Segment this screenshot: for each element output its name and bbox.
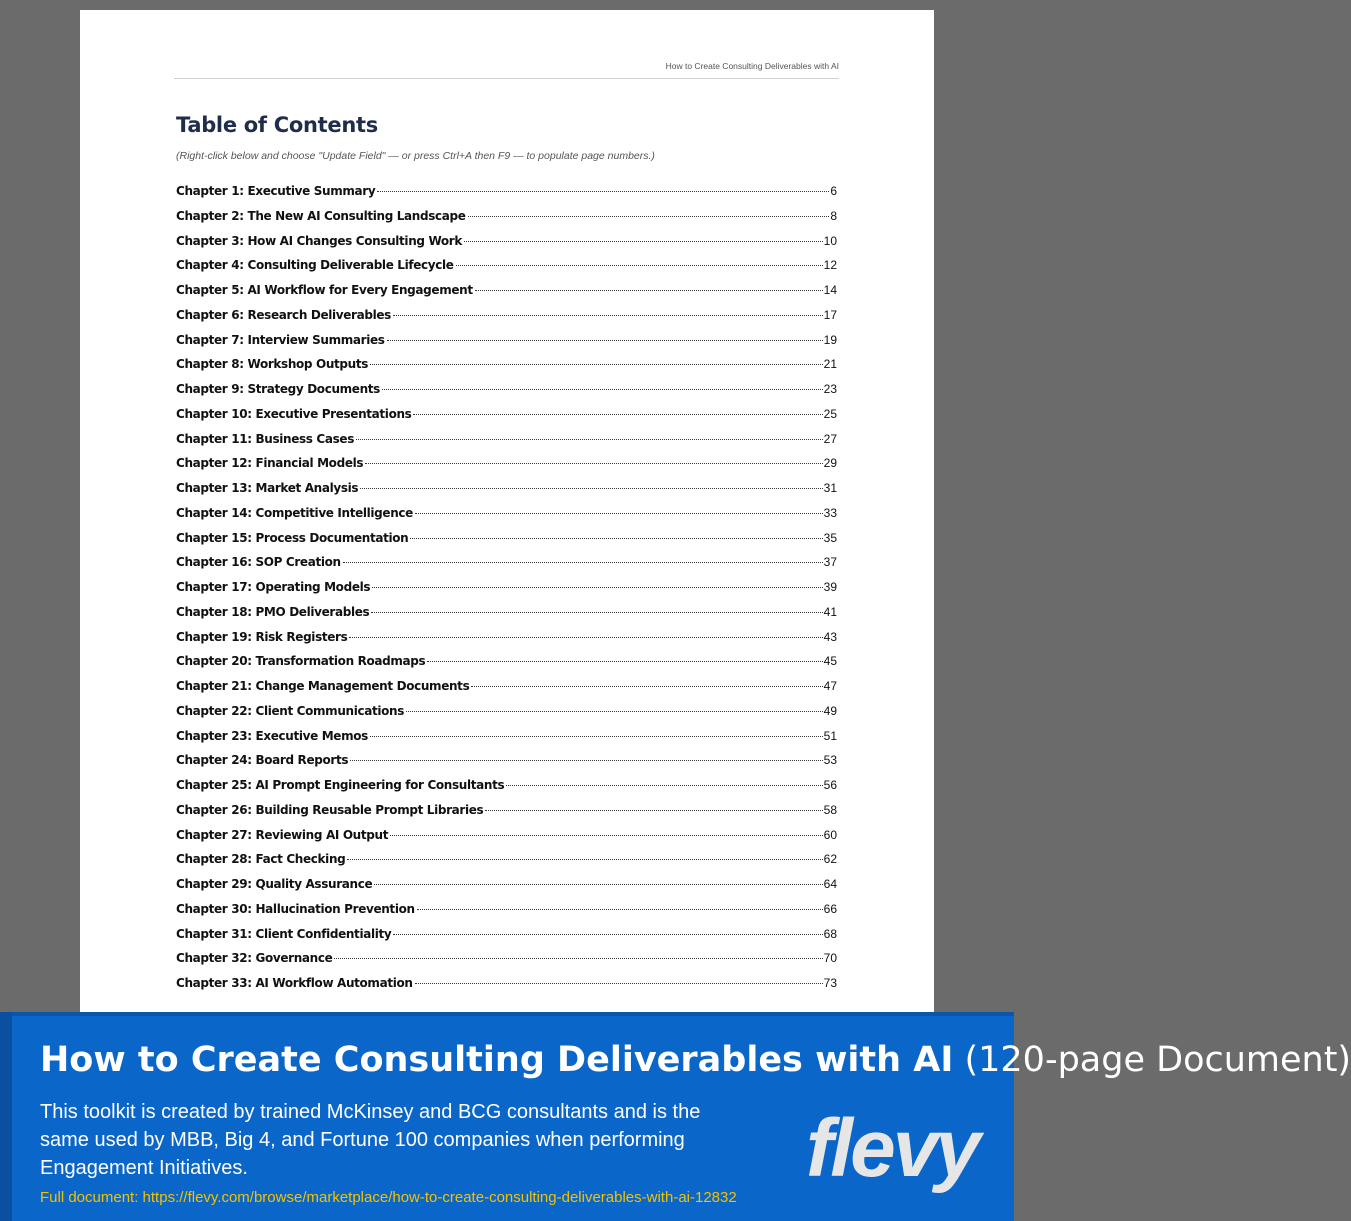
toc-entry-label: Chapter 4: Consulting Deliverable Lifecycle [176,258,454,273]
toc-dot-leader [371,603,822,613]
toc-entry-label: Chapter 17: Operating Models [176,580,371,594]
toc-dot-leader [427,652,822,662]
toc-entry[interactable] [176,283,837,308]
toc-entry-page-number: 45 [823,654,837,669]
toc-entry-label: Chapter 15: Process Documentation [176,530,409,545]
toc-entry-label: Chapter 2: The New AI Consulting Landscape [176,208,466,223]
toc-dot-leader [456,256,823,266]
toc-dot-leader [370,355,823,365]
toc-entry-page-number: 56 [823,778,837,792]
toc-entry[interactable] [176,531,837,556]
toc-dot-leader [372,578,822,588]
toc-entry-label: Chapter 31: Client Confidentiality [176,926,392,941]
toc-entry-page-number: 12 [823,258,837,273]
document-page [80,10,934,1014]
toc-entry-page-number: 25 [823,406,837,421]
promo-banner [0,1012,1351,1221]
toc-entry-label: Chapter 29: Quality Assurance [176,877,373,891]
toc-entry-label: Chapter 6: Research Deliverables [176,307,391,322]
toc-entry-page-number: 21 [823,357,837,372]
banner-title [40,1040,1351,1080]
toc-dot-leader [485,801,822,811]
toc-dot-leader [415,504,823,514]
banner-title-suffix: (120-page Document) [953,1040,1351,1080]
toc-dot-leader [468,207,830,217]
toc-entry-page-number: 39 [823,580,837,594]
toc-entry[interactable] [176,679,837,704]
toc-entry[interactable] [176,778,837,803]
toc-dot-leader [471,677,822,687]
banner-left-edge [0,1012,12,1221]
banner-title-main: How to Create Consulting Deliverables with AI [40,1040,954,1080]
toc-title: Table of Contents [176,113,378,137]
toc-dot-leader [417,900,823,910]
toc-entry[interactable] [176,630,837,655]
toc-entry-page-number: 68 [823,926,837,941]
toc-dot-leader [350,751,823,761]
header-rule [174,78,839,79]
toc-entry[interactable] [176,654,837,679]
toc-dot-leader [393,925,822,935]
toc-entry-label: Chapter 25: AI Prompt Engineering for Consultants [176,778,505,792]
toc-dot-leader [415,974,823,984]
toc-entry-page-number: 31 [823,481,837,495]
toc-entry[interactable] [176,209,837,234]
toc-entry-label: Chapter 22: Client Communications [176,703,405,718]
toc-entry-page-number: 19 [823,332,837,347]
toc-entry-label: Chapter 10: Executive Presentations [176,406,412,421]
toc-entry[interactable] [176,729,837,754]
toc-entry-page-number: 27 [823,431,837,446]
toc-dot-leader [370,727,823,737]
toc-dot-leader [413,405,822,415]
toc-entry-page-number: 47 [823,679,837,693]
toc-entry-page-number: 49 [823,703,837,718]
toc-note: (Right-click below and choose "Update Field" — or press Ctrl+A then F9 — to populate page numbers.) [176,150,655,162]
toc-entry[interactable] [176,456,837,481]
toc-entry-page-number: 8 [830,208,837,223]
toc-entry[interactable] [176,828,837,853]
toc-entry[interactable] [176,432,837,457]
running-header: How to Create Consulting Deliverables with AI [665,61,839,71]
toc-entry[interactable] [176,184,837,209]
toc-entry-label: Chapter 13: Market Analysis [176,481,359,495]
toc-entry[interactable] [176,234,837,259]
banner-top-rule [0,1012,1014,1016]
toc-entry-label: Chapter 1: Executive Summary [176,184,376,198]
toc-entry-page-number: 64 [823,877,837,891]
toc-entry-label: Chapter 21: Change Management Documents [176,679,470,693]
document-link[interactable]: Full document: https://flevy.com/browse/marketplace/how-to-create-consulting-deliverables-with-ai-12832 [40,1189,737,1206]
toc-entry-label: Chapter 8: Workshop Outputs [176,357,369,372]
toc-entry-label: Chapter 9: Strategy Documents [176,382,380,396]
toc-entry[interactable] [176,258,837,283]
toc-entry-label: Chapter 11: Business Cases [176,431,355,446]
toc-dot-leader [343,553,823,563]
toc-entry-page-number: 37 [823,555,837,570]
toc-entry-label: Chapter 27: Reviewing AI Output [176,827,389,842]
toc-entry-page-number: 70 [823,951,837,966]
toc-list [176,184,837,1001]
toc-entry[interactable] [176,753,837,778]
toc-dot-leader [349,628,822,638]
toc-dot-leader [390,826,823,836]
toc-entry[interactable] [176,852,837,877]
toc-dot-leader [464,232,823,242]
toc-dot-leader [334,949,822,959]
toc-entry-page-number: 62 [823,852,837,867]
toc-entry-label: Chapter 32: Governance [176,951,333,966]
toc-entry-label: Chapter 24: Board Reports [176,753,349,768]
toc-dot-leader [387,331,823,341]
toc-entry-label: Chapter 33: AI Workflow Automation [176,976,413,990]
toc-entry-label: Chapter 14: Competitive Intelligence [176,505,413,520]
toc-entry[interactable] [176,357,837,382]
toc-entry[interactable] [176,951,837,976]
toc-dot-leader [475,281,823,291]
toc-dot-leader [374,875,822,885]
toc-entry-label: Chapter 12: Financial Models [176,456,364,471]
toc-dot-leader [347,850,822,860]
toc-entry-page-number: 33 [823,505,837,520]
toc-dot-leader [506,776,822,786]
toc-entry-page-number: 58 [823,802,837,817]
toc-entry-label: Chapter 23: Executive Memos [176,728,368,743]
toc-entry-label: Chapter 20: Transformation Roadmaps [176,654,426,669]
toc-entry-label: Chapter 26: Building Reusable Prompt Libraries [176,802,484,817]
toc-entry-label: Chapter 18: PMO Deliverables [176,604,370,619]
toc-entry-label: Chapter 16: SOP Creation [176,555,341,570]
toc-entry[interactable] [176,580,837,605]
toc-entry[interactable] [176,481,837,506]
toc-entry-page-number: 14 [823,283,837,297]
toc-entry-page-number: 66 [823,901,837,916]
toc-entry-page-number: 10 [823,233,837,248]
toc-entry-page-number: 23 [823,382,837,396]
toc-entry[interactable] [176,333,837,358]
toc-entry[interactable] [176,382,837,407]
toc-entry[interactable] [176,902,837,927]
toc-entry-page-number: 41 [823,604,837,619]
toc-entry-label: Chapter 5: AI Workflow for Every Engagement [176,283,473,297]
toc-entry-page-number: 73 [823,976,837,990]
toc-entry[interactable] [176,308,837,333]
banner-description: This toolkit is created by trained McKinsey and BCG consultants and is the same used by MBB, Big 4, and Fortune 100 companies when performing Engagement Initiatives. [40,1101,701,1179]
toc-entry[interactable] [176,803,837,828]
toc-entry-page-number: 43 [823,629,837,644]
toc-entry-label: Chapter 28: Fact Checking [176,852,346,867]
toc-entry-label: Chapter 30: Hallucination Prevention [176,901,415,916]
toc-dot-leader [382,380,823,390]
toc-dot-leader [377,182,829,192]
toc-entry-label: Chapter 3: How AI Changes Consulting Work [176,233,463,248]
toc-entry[interactable] [176,555,837,580]
toc-entry[interactable] [176,407,837,432]
toc-entry[interactable] [176,605,837,630]
flevy-logo[interactable]: flevy [806,1103,978,1194]
toc-entry-page-number: 51 [823,728,837,743]
toc-entry-label: Chapter 19: Risk Registers [176,629,348,644]
toc-dot-leader [360,479,822,489]
toc-dot-leader [365,454,822,464]
toc-dot-leader [393,306,823,316]
toc-dot-leader [356,430,823,440]
toc-entry-page-number: 53 [823,753,837,768]
toc-entry-page-number: 35 [823,530,837,545]
toc-entry[interactable] [176,976,837,1001]
toc-entry-label: Chapter 7: Interview Summaries [176,332,385,347]
toc-entry-page-number: 6 [830,184,837,198]
toc-dot-leader [410,529,822,539]
toc-dot-leader [406,702,823,712]
toc-entry[interactable] [176,704,837,729]
toc-entry[interactable] [176,506,837,531]
toc-entry[interactable] [176,927,837,952]
toc-entry[interactable] [176,877,837,902]
toc-entry-page-number: 60 [823,827,837,842]
toc-entry-page-number: 29 [823,456,837,471]
toc-entry-page-number: 17 [823,307,837,322]
